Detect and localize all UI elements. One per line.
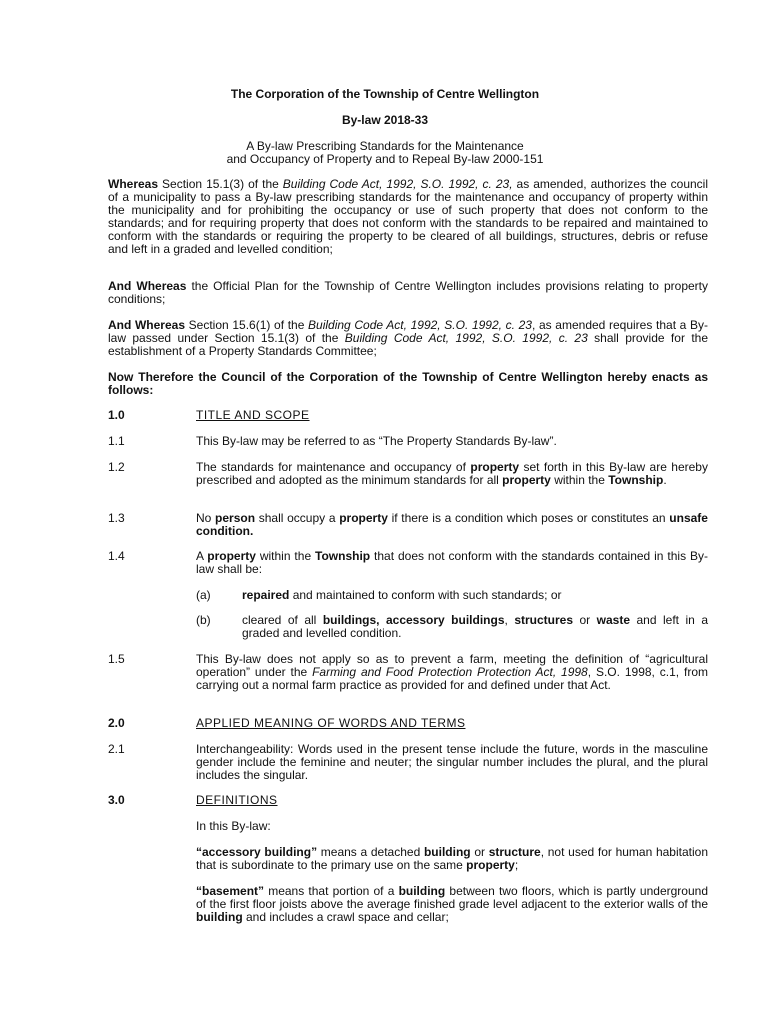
corporation-title: The Corporation of the Township of Centre Wellington — [230, 87, 540, 101]
definitions-intro: In this By-law: — [196, 819, 271, 833]
section-1-4-number: 1.4 — [108, 549, 125, 563]
section-1-2-number: 1.2 — [108, 460, 125, 474]
section-1-4-text: A property within the Township that does not conform with the standards contained in this By-law shall be: — [196, 549, 708, 576]
section-1-5-text: This By-law does not apply so as to prevent a farm, meeting the definition of “agricultural operation” under the Farming and Food Protection Protection Act, 1998, S.O. 1998, c.1, from carrying out a normal farm practice as provided for and defined under that Act. — [196, 652, 708, 692]
section-1-3-number: 1.3 — [108, 511, 125, 525]
section-2-1-number: 2.1 — [108, 742, 125, 756]
section-2-1-text: Interchangeability: Words used in the present tense include the future, words in the masculine gender include the feminine and neuter; the singular number includes the plural, and the plural includes the singular. — [196, 742, 708, 782]
preamble-whereas-2: And Whereas the Official Plan for the Township of Centre Wellington includes provisions relating to property conditions; — [108, 279, 708, 306]
section-3-heading: DEFINITIONS — [196, 793, 278, 807]
section-1-2-text: The standards for maintenance and occupancy of property set forth in this By-law are hereby prescribed and adopted as the minimum standards for all property within the Township. — [196, 460, 708, 487]
preamble-whereas-1: Whereas Section 15.1(3) of the Building Code Act, 1992, S.O. 1992, c. 23, as amended, authorizes the council of a municipality to pass a By-law prescribing standards for the maintenance and occupancy of property within the municipality and for prohibiting the occupancy or use of such property that does not conform to the standards; and for requiring property that does not conform with the standards to be repaired and maintained to conform with the standards or requiring the property to be cleared of all buildings, structures, debris or refuse and left in a graded and levelled condition; — [108, 177, 709, 256]
section-1-1-text: This By-law may be referred to as “The Property Standards By-law”. — [196, 434, 557, 448]
enacting-clause: Now Therefore the Council of the Corporation of the Township of Centre Wellington hereby enacts as follows: — [108, 370, 708, 397]
section-1-3-text: No person shall occupy a property if there is a condition which poses or constitutes an unsafe condition. — [196, 511, 708, 538]
bylaw-subtitle-line-2: and Occupancy of Property and to Repeal By-law 2000-151 — [226, 152, 544, 166]
section-1-5-number: 1.5 — [108, 652, 125, 666]
bylaw-subtitle-line-1: A By-law Prescribing Standards for the Maintenance — [246, 139, 524, 153]
definition-accessory-building: “accessory building” means a detached building or structure, not used for human habitation that is subordinate to the primary use on the same property; — [196, 845, 709, 872]
section-2-number: 2.0 — [108, 716, 125, 730]
definition-basement: “basement” means that portion of a building between two floors, which is partly underground of the first floor joists above the average finished grade level adjacent to the exterior walls of the building and includes a crawl space and cellar; — [196, 884, 708, 924]
item-a-label: (a) — [196, 588, 211, 602]
bylaw-number: By-law 2018-33 — [341, 113, 429, 127]
section-2-heading: APPLIED MEANING OF WORDS AND TERMS — [196, 716, 466, 730]
section-3-number: 3.0 — [108, 793, 125, 807]
preamble-whereas-3: And Whereas Section 15.6(1) of the Building Code Act, 1992, S.O. 1992, c. 23, as amended requires that a By-law passed under Section 15.1(3) of the Building Code Act, 1992, S.O. 1992, c. 23 shall provide for the establishment of a Property Standards Committee; — [108, 318, 709, 358]
item-a-text: repaired and maintained to conform with such standards; or — [242, 588, 562, 602]
section-1-heading: TITLE AND SCOPE — [196, 408, 310, 422]
section-1-1-number: 1.1 — [108, 434, 125, 448]
item-b-label: (b) — [196, 613, 211, 627]
item-b-text: cleared of all buildings, accessory buildings, structures or waste and left in a graded and levelled condition. — [242, 613, 708, 640]
section-1-number: 1.0 — [108, 408, 125, 422]
